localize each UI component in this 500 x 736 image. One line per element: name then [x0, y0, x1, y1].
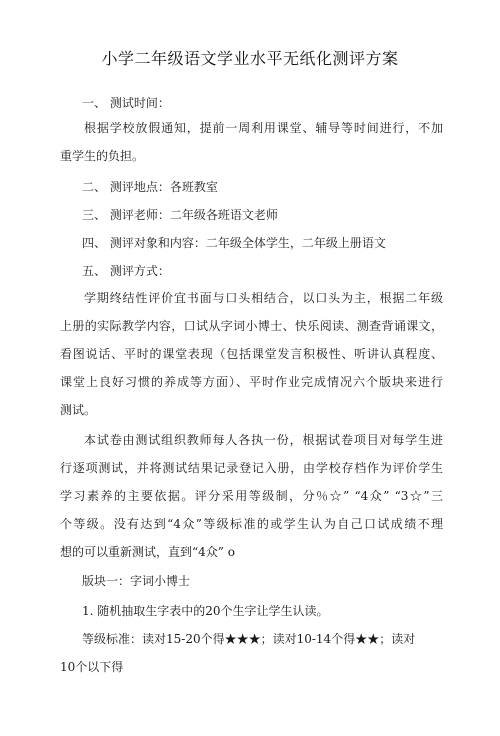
paragraph-line: 个等级。没有达到“4众”等级标准的或学生认为自己口试成绩不理	[60, 517, 443, 531]
section1-paragraph	[60, 114, 443, 170]
grading-standard-continued: 10个以下得	[60, 660, 124, 674]
section1-heading: 一、 测试时间：	[82, 96, 170, 110]
section3-text: 三、 测评老师：二年级各班语文老师	[82, 208, 278, 222]
paragraph-line: 学习素养的主要依据。评分采用等级制，分％☆” “4众” “3☆”三	[60, 489, 443, 503]
paragraph-line: 上册的实际教学内容，口试从字词小博士、快乐阅读、测查背诵课文，	[60, 319, 443, 333]
paragraph-line: 看图说话、平时的课堂表现（包括课堂发言积极性、听讲认真程度、	[60, 347, 443, 361]
paragraph-line: 本试卷由测试组织教师每人各执一份，根据试卷项目对每学生进	[84, 433, 443, 447]
section4-text: 四、 测评对象和内容：二年级全体学生，二年级上册语文	[82, 236, 386, 250]
paragraph-line: 根据学校放假通知，提前一周利用课堂、辅导等时间进行，不加	[84, 121, 443, 135]
page-title: 小学二年级语文学业水平无纸化测评方案	[101, 49, 399, 68]
paragraph-line: 学期终结性评价宜书面与口头相结合，以口头为主，根据二年级	[84, 291, 443, 305]
paragraph-line: 测试。	[60, 403, 97, 417]
section5-heading: 五、 测评方式：	[82, 264, 170, 278]
paragraph-line: 课堂上良好习惯的养成等方面）、平时作业完成情况六个版块来进行	[60, 375, 443, 389]
block1-heading: 版块一：字词小博士	[82, 574, 191, 588]
paragraph-line: 重学生的负担。	[60, 149, 145, 163]
grading-standard: 等级标准：读对15-20个得★★★；读对10-14个得★★；读对	[82, 632, 416, 646]
paragraph-line: 想的可以重新测试，直到“4众” o	[60, 545, 235, 559]
section5-paragraph-1	[60, 284, 443, 424]
section5-paragraph-2	[60, 426, 443, 566]
paragraph-line: 行逐项测试，并将测试结果记录登记入册，由学校存档作为评价学生	[60, 461, 443, 475]
item-1: 1. 随机抽取生字表中的20个生字让学生认读。	[82, 604, 329, 618]
section2-text: 二、 测评地点：各班教室	[82, 180, 218, 194]
